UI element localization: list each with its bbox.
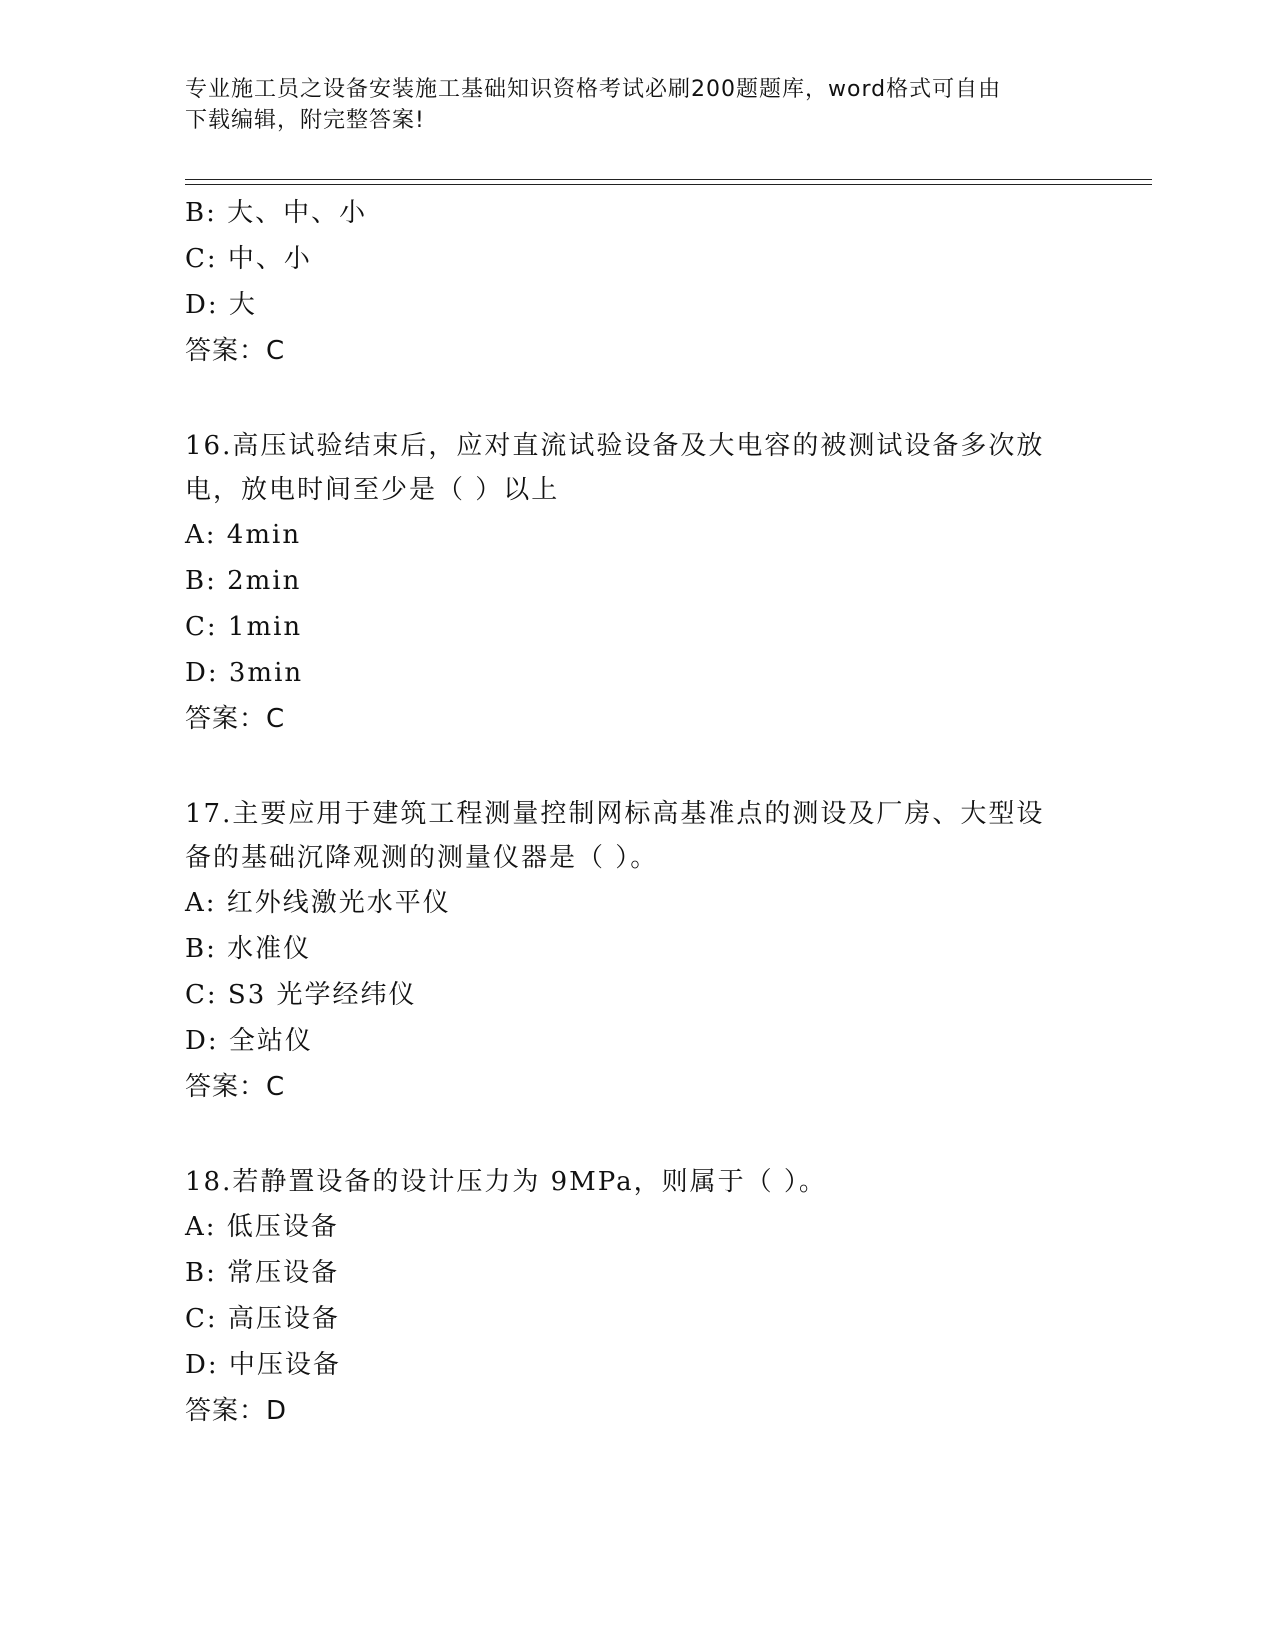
answer-line: 答案：C bbox=[185, 704, 286, 734]
question-text-line: 电，放电时间至少是（ ）以上 bbox=[185, 475, 560, 505]
question-16 bbox=[185, 424, 1085, 742]
question-text-line: 18.若静置设备的设计压力为 9MPa，则属于（ ）。 bbox=[185, 1167, 827, 1197]
question-text-line: 备的基础沉降观测的测量仪器是（ ）。 bbox=[185, 843, 659, 873]
option-b: B: 常压设备 bbox=[185, 1258, 340, 1288]
header-divider-top bbox=[185, 179, 1152, 180]
option-d: D: 大 bbox=[185, 290, 257, 320]
option-c: C: S3 光学经纬仪 bbox=[185, 980, 417, 1010]
header-line-2: 下载编辑，附完整答案! bbox=[185, 108, 425, 133]
option-d: D: 3min bbox=[185, 658, 304, 688]
option-c: C: 中、小 bbox=[185, 244, 312, 274]
question-text-line: 17.主要应用于建筑工程测量控制网标高基准点的测设及厂房、大型设 bbox=[185, 799, 1045, 829]
option-b: B: 2min bbox=[185, 566, 302, 596]
option-c: C: 高压设备 bbox=[185, 1304, 340, 1334]
answer-line: 答案：C bbox=[185, 336, 286, 366]
document-header bbox=[185, 74, 1065, 136]
option-a: A: 低压设备 bbox=[185, 1212, 339, 1242]
option-c: C: 1min bbox=[185, 612, 303, 642]
answer-line: 答案：D bbox=[185, 1396, 288, 1426]
option-b: B: 大、中、小 bbox=[185, 198, 368, 228]
option-d: D: 中压设备 bbox=[185, 1350, 341, 1380]
header-divider-bottom bbox=[185, 184, 1152, 185]
option-a: A: 红外线激光水平仪 bbox=[185, 888, 451, 918]
question-text-line: 16.高压试验结束后，应对直流试验设备及大电容的被测试设备多次放 bbox=[185, 431, 1045, 461]
header-line-1: 专业施工员之设备安装施工基础知识资格考试必刷200题题库，word格式可自由 bbox=[185, 77, 1002, 102]
question-18 bbox=[185, 1160, 1085, 1434]
option-a: A: 4min bbox=[185, 520, 302, 550]
question-17 bbox=[185, 792, 1085, 1110]
question-content bbox=[185, 190, 1085, 1434]
option-b: B: 水准仪 bbox=[185, 934, 312, 964]
option-d: D: 全站仪 bbox=[185, 1026, 313, 1056]
prev-question-block bbox=[185, 190, 1085, 374]
answer-line: 答案：C bbox=[185, 1072, 286, 1102]
